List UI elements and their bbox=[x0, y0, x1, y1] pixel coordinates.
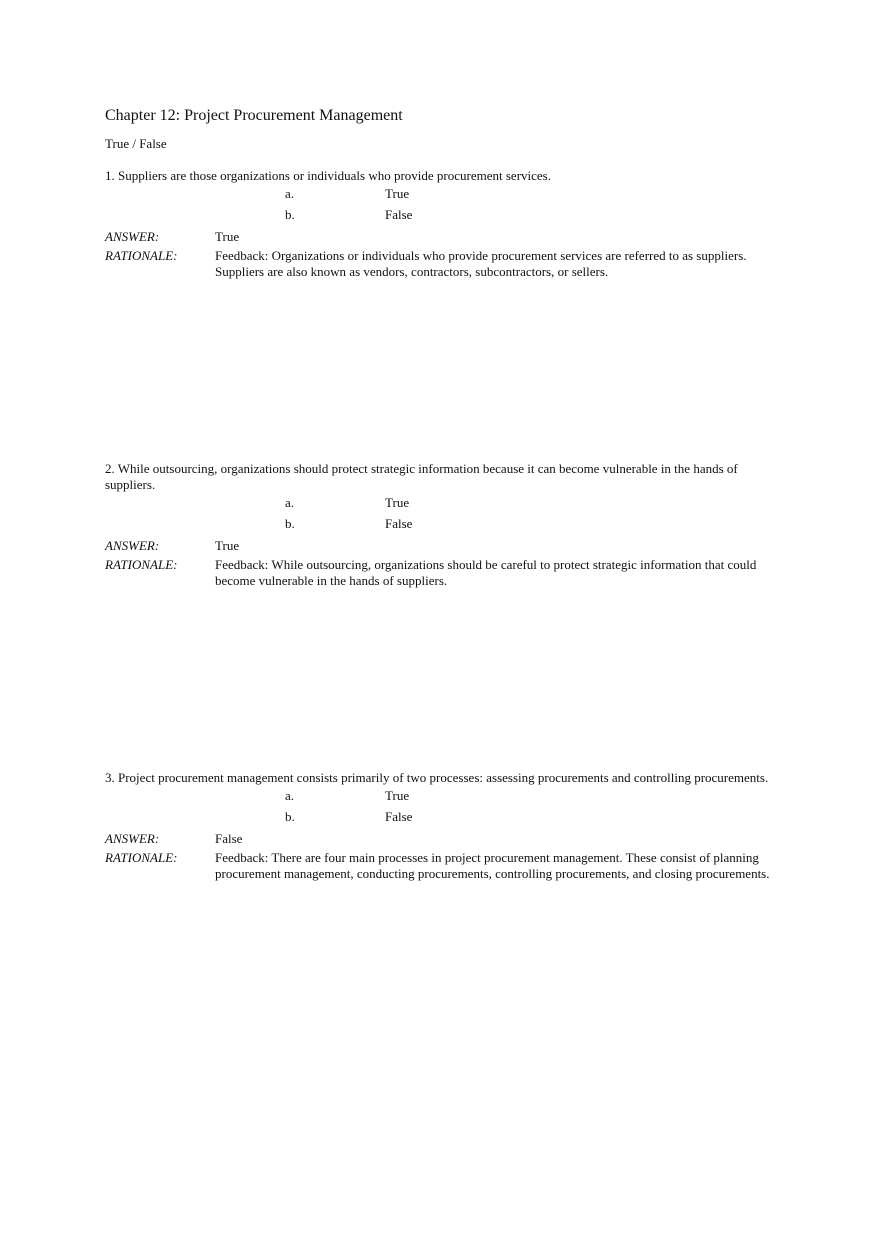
option-letter: b. bbox=[285, 809, 295, 824]
option-letter: a. bbox=[285, 495, 295, 510]
question-text: 3. Project procurement management consists primarily of two processes: assessing procurements and controlling procurements. bbox=[105, 770, 769, 785]
question-text: 2. While outsourcing, organizations should protect strategic information because it can become vulnerable in the hands of suppliers. bbox=[105, 461, 738, 492]
rationale-label: RATIONALE: bbox=[105, 248, 178, 263]
answer-value: False bbox=[215, 831, 243, 846]
rationale-text: Feedback: While outsourcing, organizations should be careful to protect strategic information that could become vulnerable in the hands of suppliers. bbox=[215, 557, 757, 588]
option-letter: b. bbox=[285, 516, 295, 531]
question-3 bbox=[105, 770, 785, 882]
answer-row bbox=[105, 831, 785, 847]
question-text: 1. Suppliers are those organizations or individuals who provide procurement services. bbox=[105, 168, 551, 183]
question-2 bbox=[105, 461, 785, 589]
option-letter: a. bbox=[285, 186, 295, 201]
option-a bbox=[105, 495, 785, 514]
option-text: False bbox=[385, 516, 413, 531]
answer-label: ANSWER: bbox=[105, 538, 160, 553]
option-b bbox=[105, 516, 785, 535]
chapter-title: Chapter 12: Project Procurement Management bbox=[105, 107, 403, 124]
rationale-row bbox=[105, 557, 785, 589]
rationale-label: RATIONALE: bbox=[105, 850, 178, 865]
option-text: True bbox=[385, 495, 410, 510]
option-text: False bbox=[385, 207, 413, 222]
section-label: True / False bbox=[105, 136, 167, 151]
rationale-text: Feedback: Organizations or individuals who provide procurement services are referred to as suppliers. Suppliers are also known as vendors, contractors, subcontractors, or sellers. bbox=[215, 248, 747, 279]
option-b bbox=[105, 207, 785, 226]
answer-label: ANSWER: bbox=[105, 831, 160, 846]
rationale-label: RATIONALE: bbox=[105, 557, 178, 572]
answer-row bbox=[105, 538, 785, 554]
rationale-row bbox=[105, 850, 785, 882]
question-1 bbox=[105, 168, 785, 280]
answer-label: ANSWER: bbox=[105, 229, 160, 244]
answer-row bbox=[105, 229, 785, 245]
option-letter: a. bbox=[285, 788, 295, 803]
option-text: True bbox=[385, 186, 410, 201]
option-letter: b. bbox=[285, 207, 295, 222]
option-b bbox=[105, 809, 785, 828]
option-text: True bbox=[385, 788, 410, 803]
answer-value: True bbox=[215, 538, 240, 553]
rationale-row bbox=[105, 248, 785, 280]
answer-value: True bbox=[215, 229, 240, 244]
rationale-text: Feedback: There are four main processes in project procurement management. These consist of planning procurement management, conducting procurements, controlling procurements, and closing procurements. bbox=[215, 850, 770, 881]
option-a bbox=[105, 186, 785, 205]
option-a bbox=[105, 788, 785, 807]
option-text: False bbox=[385, 809, 413, 824]
